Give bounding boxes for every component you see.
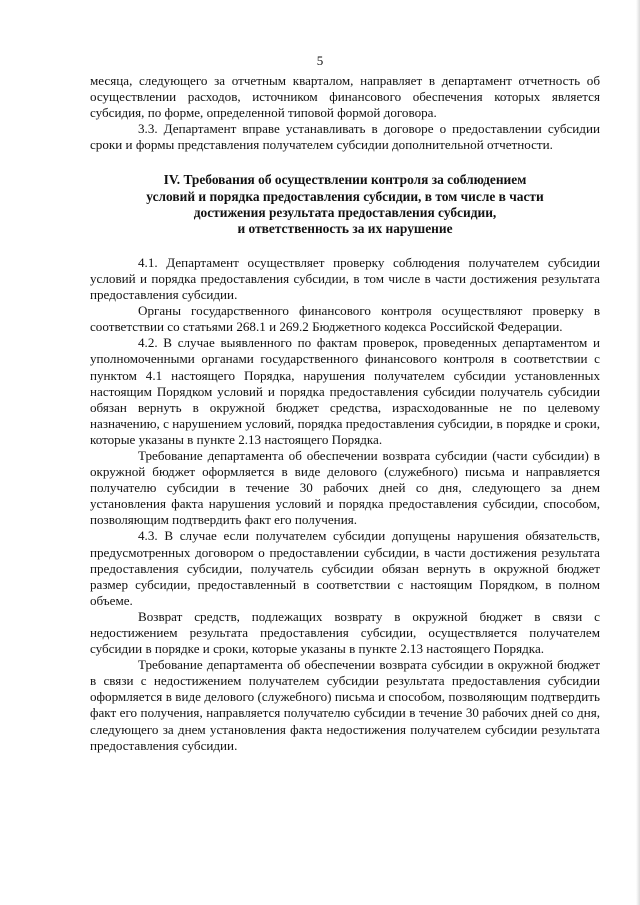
page-edge-shadow [636, 0, 640, 905]
paragraph-4-2: 4.2. В случае выявленного по фактам проверок, проведенных департаментом и уполномоченными органами государственного финансового контроля в соответствии с пунктом 4.1 настоящего Порядка, нарушения получателем субсидии установленных настоящим Порядком условий и порядка предоставления субсидии получатель субсидии обязан вернуть в окружной бюджет средства, израсходованные не по целевому назначению, с нарушением условий, порядка предоставления субсидии, в порядке и сроки, которые указаны в пункте 2.13 настоящего Порядка. [90, 335, 600, 447]
section-title [90, 172, 600, 236]
paragraph-3-3: 3.3. Департамент вправе устанавливать в договоре о предоставлении субсидии сроки и формы представления получателем субсидии дополнительной отчетности. [90, 121, 600, 153]
section-title-line: и ответственность за их нарушение [237, 220, 453, 236]
paragraph-4-1: 4.1. Департамент осуществляет проверку соблюдения получателем субсидии условий и порядка предоставления субсидии, в том числе в части достижения результата предоставления субсидии. [90, 254, 600, 303]
section-title-line: IV. Требования об осуществлении контроля за соблюдением [163, 172, 527, 188]
document-body [90, 73, 600, 754]
paragraph-return-result-requirement: Требование департамента об обеспечении возврата субсидии в окружной бюджет в связи с недостижением получателем субсидии результата предоставления субсидии оформляется в виде делового (служебного) письма и способом, позволяющим подтвердить факт его получения, направляется получателю субсидии в течение 30 рабочих дней со дня, следующего за днем установления факта недостижения получателем субсидии результата предоставления субсидии. [90, 657, 600, 753]
page-number: 5 [316, 53, 324, 68]
paragraph-4-3: 4.3. В случае если получателем субсидии допущены нарушения обязательств, предусмотренных договором о предоставлении субсидии, в части достижения результата предоставления субсидии, получатель субсидии обязан вернуть в окружной бюджет размер субсидии, предоставленный в соответствии с настоящим Порядком, в полном объеме. [90, 528, 600, 608]
section-title-line: условий и порядка предоставления субсидии, в том числе в части [146, 188, 544, 204]
section-title-line: достижения результата предоставления субсидии, [193, 204, 497, 220]
paragraph-continuation: месяца, следующего за отчетным кварталом, направляет в департамент отчетность об осуществлении расходов, источником финансового обеспечения которых является субсидия, по форме, определенной типовой формой договора. [90, 73, 600, 121]
paragraph-return-funds: Возврат средств, подлежащих возврату в окружной бюджет в связи с недостижением результата предоставления субсидии, осуществляется получателем субсидии в порядке и сроки, которые указаны в пункте 2.13 настоящего Порядка. [90, 608, 600, 657]
paragraph-state-control: Органы государственного финансового контроля осуществляют проверку в соответствии со статьями 268.1 и 269.2 Бюджетного кодекса Российской Федерации. [90, 303, 600, 335]
paragraph-return-requirement: Требование департамента об обеспечении возврата субсидии (части субсидии) в окружной бюджет оформляется в виде делового (служебного) письма и направляется получателю субсидии в течение 30 рабочих дней со дня, следующего за днем установления факта нарушения условий и порядка предоставления субсидии, способом, позволяющим подтвердить факт его получения. [90, 447, 600, 528]
